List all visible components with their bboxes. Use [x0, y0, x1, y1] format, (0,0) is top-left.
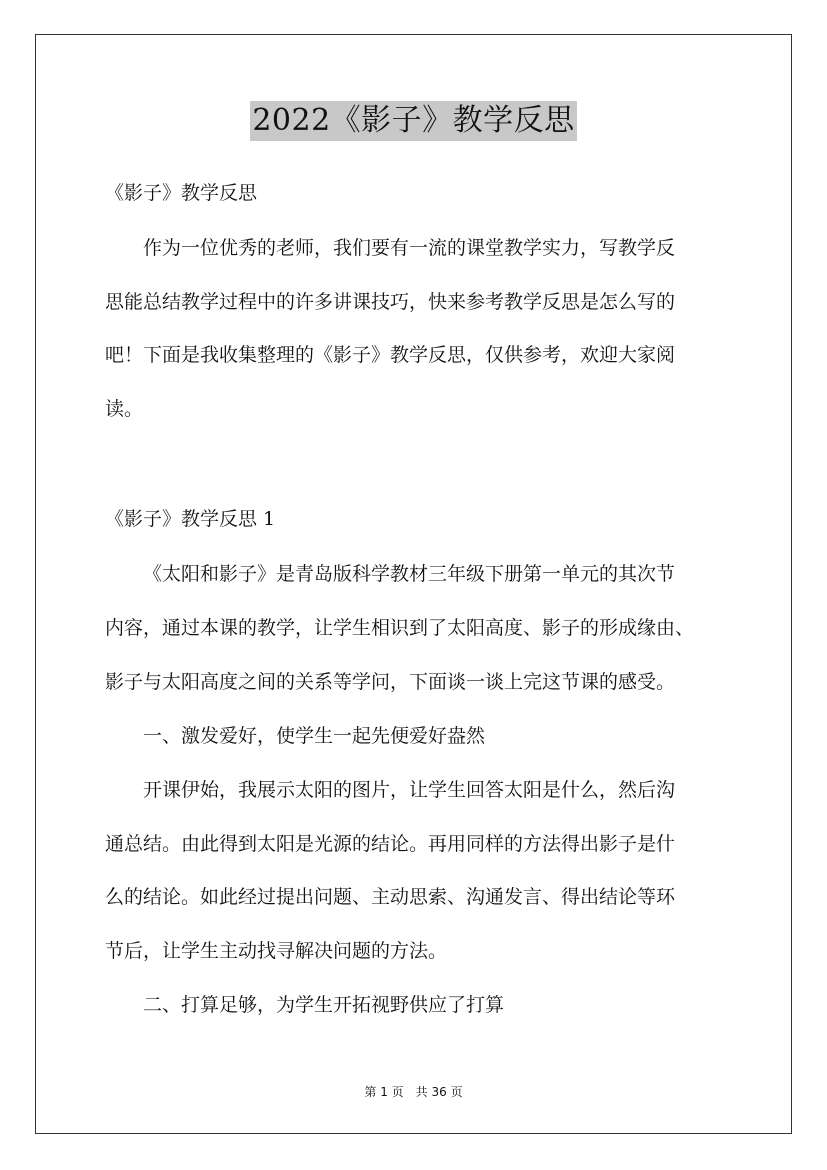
- paragraph-line: 吧！下面是我收集整理的《影子》教学反思，仅供参考，欢迎大家阅: [105, 344, 676, 366]
- document-title: 2022《影子》教学反思: [250, 101, 576, 141]
- page-footer: 第 1 页 共 36 页: [364, 1085, 463, 1099]
- intro-heading: 《影子》教学反思: [105, 182, 258, 204]
- paragraph-line: 读。: [105, 398, 144, 420]
- point-heading: 二、打算足够，为学生开拓视野供应了打算: [143, 994, 505, 1016]
- paragraph-line: 影子与太阳高度之间的关系等学问，下面谈一谈上完这节课的感受。: [105, 671, 676, 693]
- paragraph-line: 《太阳和影子》是青岛版科学教材三年级下册第一单元的其次节: [143, 563, 676, 585]
- point-heading: 一、激发爱好，使学生一起先便爱好盎然: [143, 725, 486, 747]
- paragraph-line: 节后，让学生主动找寻解决问题的方法。: [105, 940, 448, 962]
- paragraph-line: 思能总结教学过程中的许多讲课技巧，快来参考教学反思是怎么写的: [105, 291, 676, 313]
- paragraph-line: 内容，通过本课的教学，让学生相识到了太阳高度、影子的形成缘由、: [105, 617, 695, 639]
- paragraph-line: 通总结。由此得到太阳是光源的结论。再用同样的方法得出影子是什: [105, 833, 676, 855]
- paragraph-line: 么的结论。如此经过提出问题、主动思索、沟通发言、得出结论等环: [105, 886, 676, 908]
- section-heading: 《影子》教学反思 1: [105, 508, 276, 530]
- paragraph-line: 开课伊始，我展示太阳的图片，让学生回答太阳是什么，然后沟: [143, 779, 676, 801]
- paragraph-line: 作为一位优秀的老师，我们要有一流的课堂教学实力，写教学反: [143, 237, 676, 259]
- title-container: [0, 101, 827, 141]
